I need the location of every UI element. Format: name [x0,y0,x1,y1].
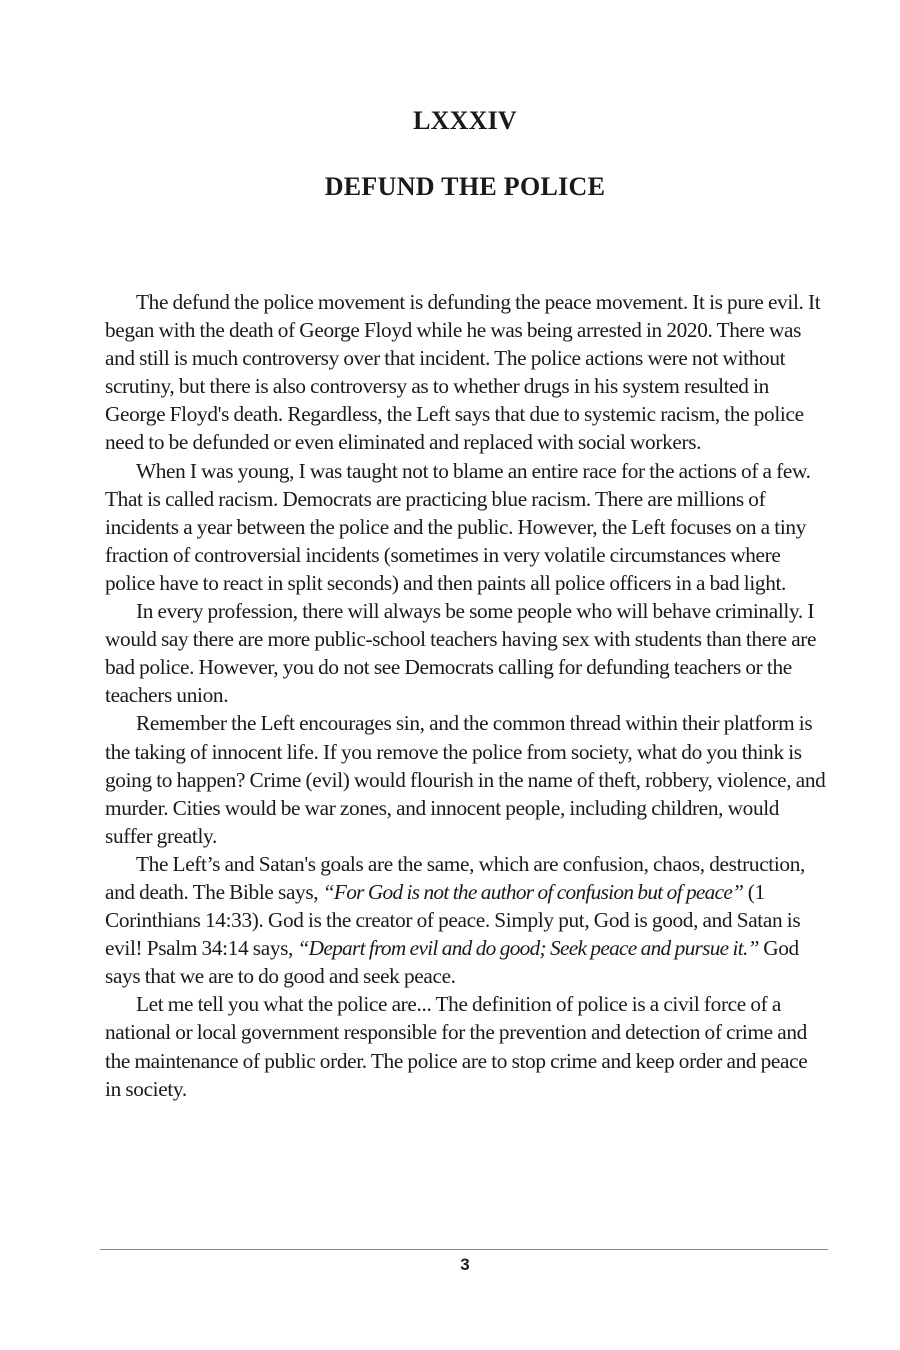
paragraph [105,288,827,457]
paragraph-text: The Left’s and Satan's goals are the same, which are confusion, chaos, destruction, and death. The Bible says, [105,851,805,904]
paragraph-text: The defund the police movement is defunding the peace movement. It is pure evil. It began with the death of George Floyd while he was being arrested in 2020. There was and still is much controversy over that incident. The police actions were not without scrutiny, but there is also controversy as to whether drugs in his system resulted in George Floyd's death. Regardless, the Left says that due to systemic racism, the police need to be defunded or even eliminated and replaced with social workers. [105,290,821,455]
scripture-quote: “Depart from evil and do good; Seek peace and pursue it.” [297,936,759,961]
page-number: 3 [460,1255,470,1274]
paragraph [105,457,827,597]
paragraph-text: Remember the Left encourages sin, and the common thread within their platform is the taking of innocent life. If you remove the police from society, what do you think is going to happen? Crime (evil) would flourish in the name of theft, robbery, violence, and murder. Cities would be war zones, and innocent people, including children, would suffer greatly. [105,711,826,848]
paragraph-text: Let me tell you what the police are... The definition of police is a civil force of a national or local government responsible for the prevention and detection of crime and the maintenance of public order. The police are to stop crime and keep order and peace in society. [105,992,808,1101]
paragraph-text: (1 Corinthians 14:33). God is the creator of peace. Simply put, God is good, and Satan is evil! Psalm 34:14 says, [105,879,801,961]
paragraph [105,990,827,1102]
paragraph [105,597,827,709]
paragraph-text: When I was young, I was taught not to blame an entire race for the actions of a few. That is called racism. Democrats are practicing blue racism. There are millions of incidents a year between the police and the public. However, the Left focuses on a tiny fraction of controversial incidents (sometimes in very volatile circumstances where police have to react in split seconds) and then paints all police officers in a bad light. [105,458,811,595]
footer-divider [100,1249,828,1250]
paragraph [105,709,827,849]
chapter-number: LXXXIV [413,106,517,135]
paragraph-text: In every profession, there will always be some people who will behave criminally. I would say there are more public-school teachers having sex with students than there are bad police. However, you do not see Democrats calling for defunding teachers or the teachers union. [105,599,817,708]
paragraph-text: God says that we are to do good and seek peace. [105,936,799,989]
chapter-body [105,288,827,1103]
scripture-quote: “For God is not the author of confusion but of peace” [322,879,744,904]
paragraph [105,850,827,990]
chapter-title: DEFUND THE POLICE [324,172,606,201]
